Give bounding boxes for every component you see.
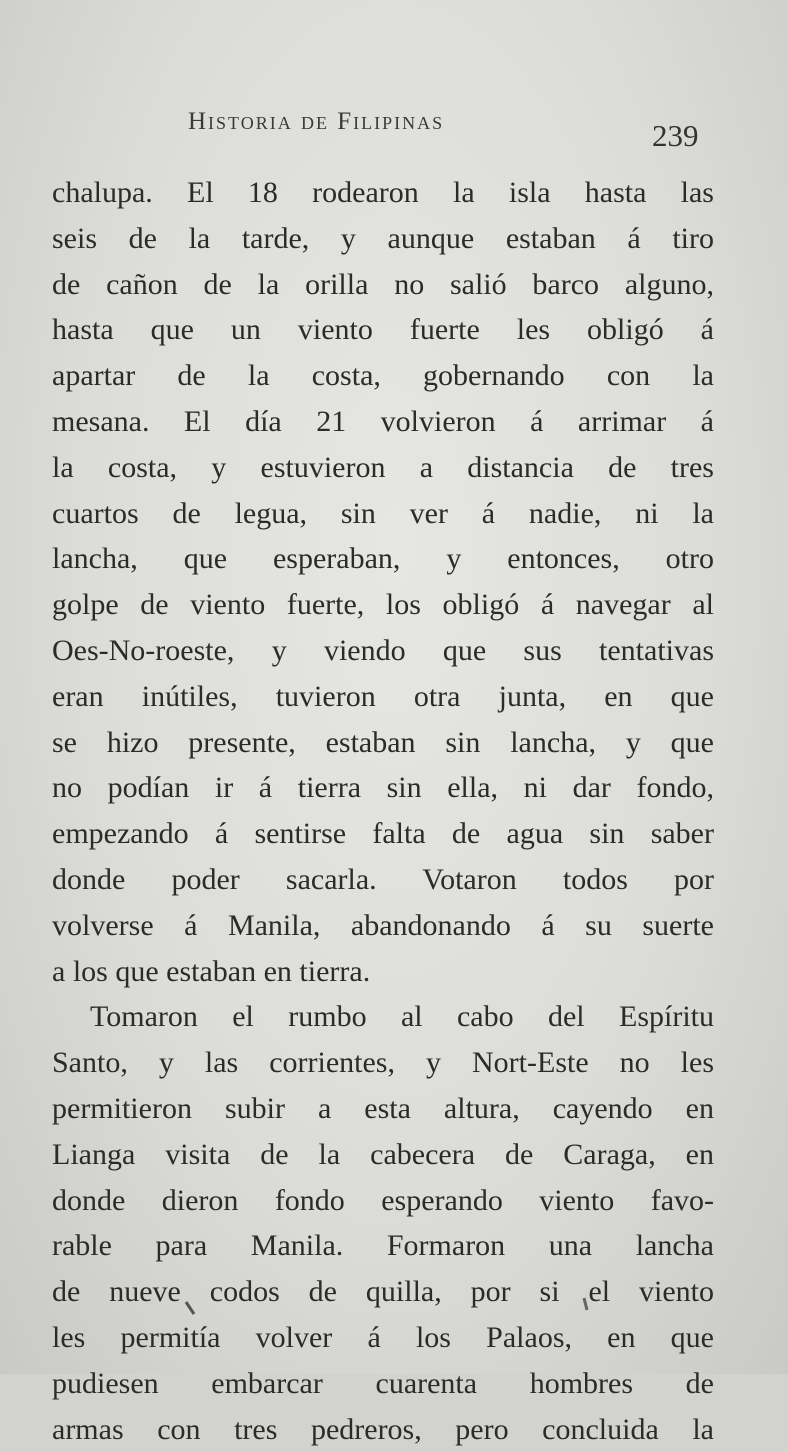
paragraph-2 [52, 994, 714, 1452]
text-line: volverse á Manila, abandonando á su suerte [52, 908, 714, 942]
text-line: Lianga visita de la cabecera de Caraga, en [52, 1137, 714, 1171]
text-line: pudiesen embarcar cuarenta hombres de [52, 1366, 714, 1400]
text-line: de nueve codos de quilla, por si el viento [52, 1275, 714, 1309]
text-line: les permitía volver á los Palaos, en que [52, 1320, 714, 1354]
paragraph-1 [52, 170, 714, 994]
text-line: permitieron subir a esta altura, cayendo en [52, 1091, 714, 1125]
text-line: golpe de viento fuerte, los obligó á navegar al [52, 588, 714, 622]
text-line: eran inútiles, tuvieron otra junta, en que [52, 679, 714, 713]
text-line: de cañon de la orilla no salió barco alguno, [52, 267, 714, 301]
text-line: apartar de la costa, gobernando con la [52, 359, 714, 393]
body-text [52, 170, 714, 1452]
page-header [0, 100, 788, 160]
text-line: mesana. El día 21 volvieron á arrimar á [52, 404, 714, 438]
text-line: Tomaron el rumbo al cabo del Espíritu [90, 1000, 714, 1034]
text-line: cuartos de legua, sin ver á nadie, ni la [52, 496, 714, 530]
text-line: donde poder sacarla. Votaron todos por [52, 862, 714, 896]
page-number: 239 [652, 118, 699, 153]
text-line: la costa, y estuvieron a distancia de tres [52, 450, 714, 484]
running-title: Historia de Filipinas [188, 108, 445, 135]
text-line: a los que estaban en tierra. [52, 954, 371, 988]
text-line: no podían ir á tierra sin ella, ni dar fondo, [52, 771, 714, 805]
text-line: Santo, y las corrientes, y Nort-Este no les [52, 1046, 714, 1080]
text-line: rable para Manila. Formaron una lancha [52, 1229, 714, 1263]
text-line: chalupa. El 18 rodearon la isla hasta las [52, 176, 714, 209]
text-line: armas con tres pedreros, pero concluida la [52, 1412, 714, 1446]
text-line: donde dieron fondo esperando viento favo- [52, 1183, 714, 1217]
text-line: seis de la tarde, y aunque estaban á tiro [52, 221, 714, 255]
text-line: empezando á sentirse falta de agua sin saber [52, 817, 714, 851]
text-line: Oes-No-roeste, y viendo que sus tentativas [52, 633, 714, 667]
text-line: se hizo presente, estaban sin lancha, y que [52, 725, 714, 759]
text-line: hasta que un viento fuerte les obligó á [52, 313, 714, 347]
text-line: lancha, que esperaban, y entonces, otro [52, 542, 714, 576]
